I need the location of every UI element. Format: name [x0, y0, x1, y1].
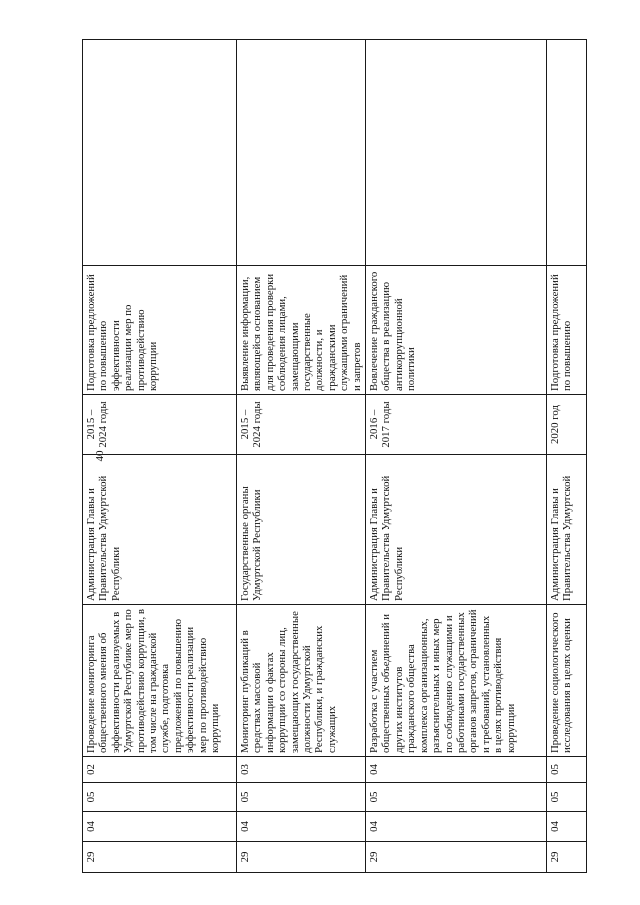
- indicator-link-cell: [83, 40, 237, 266]
- table-row: [547, 40, 587, 873]
- measure-code-cell: 02: [83, 757, 237, 783]
- rotated-table-container: [82, 40, 574, 873]
- expected-result-cell: Подготовка предложений по повышению: [547, 266, 587, 395]
- page-number: 40: [94, 450, 106, 462]
- measure-name-cell: Разработка с участием общественных объединений и других институтов гражданского общества комплекса организационных, разъяснительных и иных мер по соблюдению служащими и работниками государственных органов запретов, ограничений и требований, установленных в целях противодействия коррупции: [366, 605, 547, 757]
- period-cell: 2015 – 2024 годы: [83, 395, 237, 455]
- executor-cell: Администрация Главы и Правительства Удмуртской Республики: [366, 455, 547, 605]
- main-measure-code-cell: 05: [547, 783, 587, 812]
- measure-name-cell: Мониторинг публикаций в средствах массовой информации о фактах коррупции со стороны лиц, замещающих государственные должности Удмуртской Республики, и гражданских служащих: [237, 605, 366, 757]
- main-measure-code-cell: 05: [83, 783, 237, 812]
- measures-table: [82, 39, 587, 873]
- period-cell: 2020 год: [547, 395, 587, 455]
- subprogram-code-cell: 04: [83, 812, 237, 842]
- measure-code-cell: 03: [237, 757, 366, 783]
- subprogram-code-cell: 04: [366, 812, 547, 842]
- executor-cell: Государственные органы Удмуртской Республики: [237, 455, 366, 605]
- measure-name-cell: Проведение мониторинга общественного мнения об эффективности реализуемых в Удмуртской Республике мер по противодействию коррупции, в том числе на гражданской службе, подготовка предложений по повышению эффективности реализации мер по противодействию коррупции: [83, 605, 237, 757]
- indicator-link-cell: [547, 40, 587, 266]
- expected-result-cell: Вовлечение гражданского общества в реализацию антикоррупционной политики: [366, 266, 547, 395]
- measure-code-cell: 05: [547, 757, 587, 783]
- expected-result-cell: Выявление информации, являющейся основанием для проведения проверки соблюдения лицами, замещающими государственные должности, и гражданскими служащими ограничений и запретов: [237, 266, 366, 395]
- expected-result-cell: Подготовка предложений по повышению эффективности реализации мер по противодействию коррупции: [83, 266, 237, 395]
- program-code-cell: 29: [366, 842, 547, 873]
- program-code-cell: 29: [547, 842, 587, 873]
- program-code-cell: 29: [83, 842, 237, 873]
- indicator-link-cell: [237, 40, 366, 266]
- main-measure-code-cell: 05: [237, 783, 366, 812]
- table-row: [83, 40, 237, 873]
- subprogram-code-cell: 04: [237, 812, 366, 842]
- rotated-page-scan: [82, 40, 574, 873]
- executor-cell: Администрация Главы и Правительства Удмуртской: [547, 455, 587, 605]
- table-row: [366, 40, 547, 873]
- period-cell: 2016 – 2017 годы: [366, 395, 547, 455]
- table-row: [237, 40, 366, 873]
- main-measure-code-cell: 05: [366, 783, 547, 812]
- executor-cell: Администрация Главы и Правительства Удмуртской Республики: [83, 455, 237, 605]
- measure-code-cell: 04: [366, 757, 547, 783]
- period-cell: 2015 – 2024 годы: [237, 395, 366, 455]
- indicator-link-cell: [366, 40, 547, 266]
- measure-name-cell: Проведение социологического исследования в целях оценки: [547, 605, 587, 757]
- subprogram-code-cell: 04: [547, 812, 587, 842]
- program-code-cell: 29: [237, 842, 366, 873]
